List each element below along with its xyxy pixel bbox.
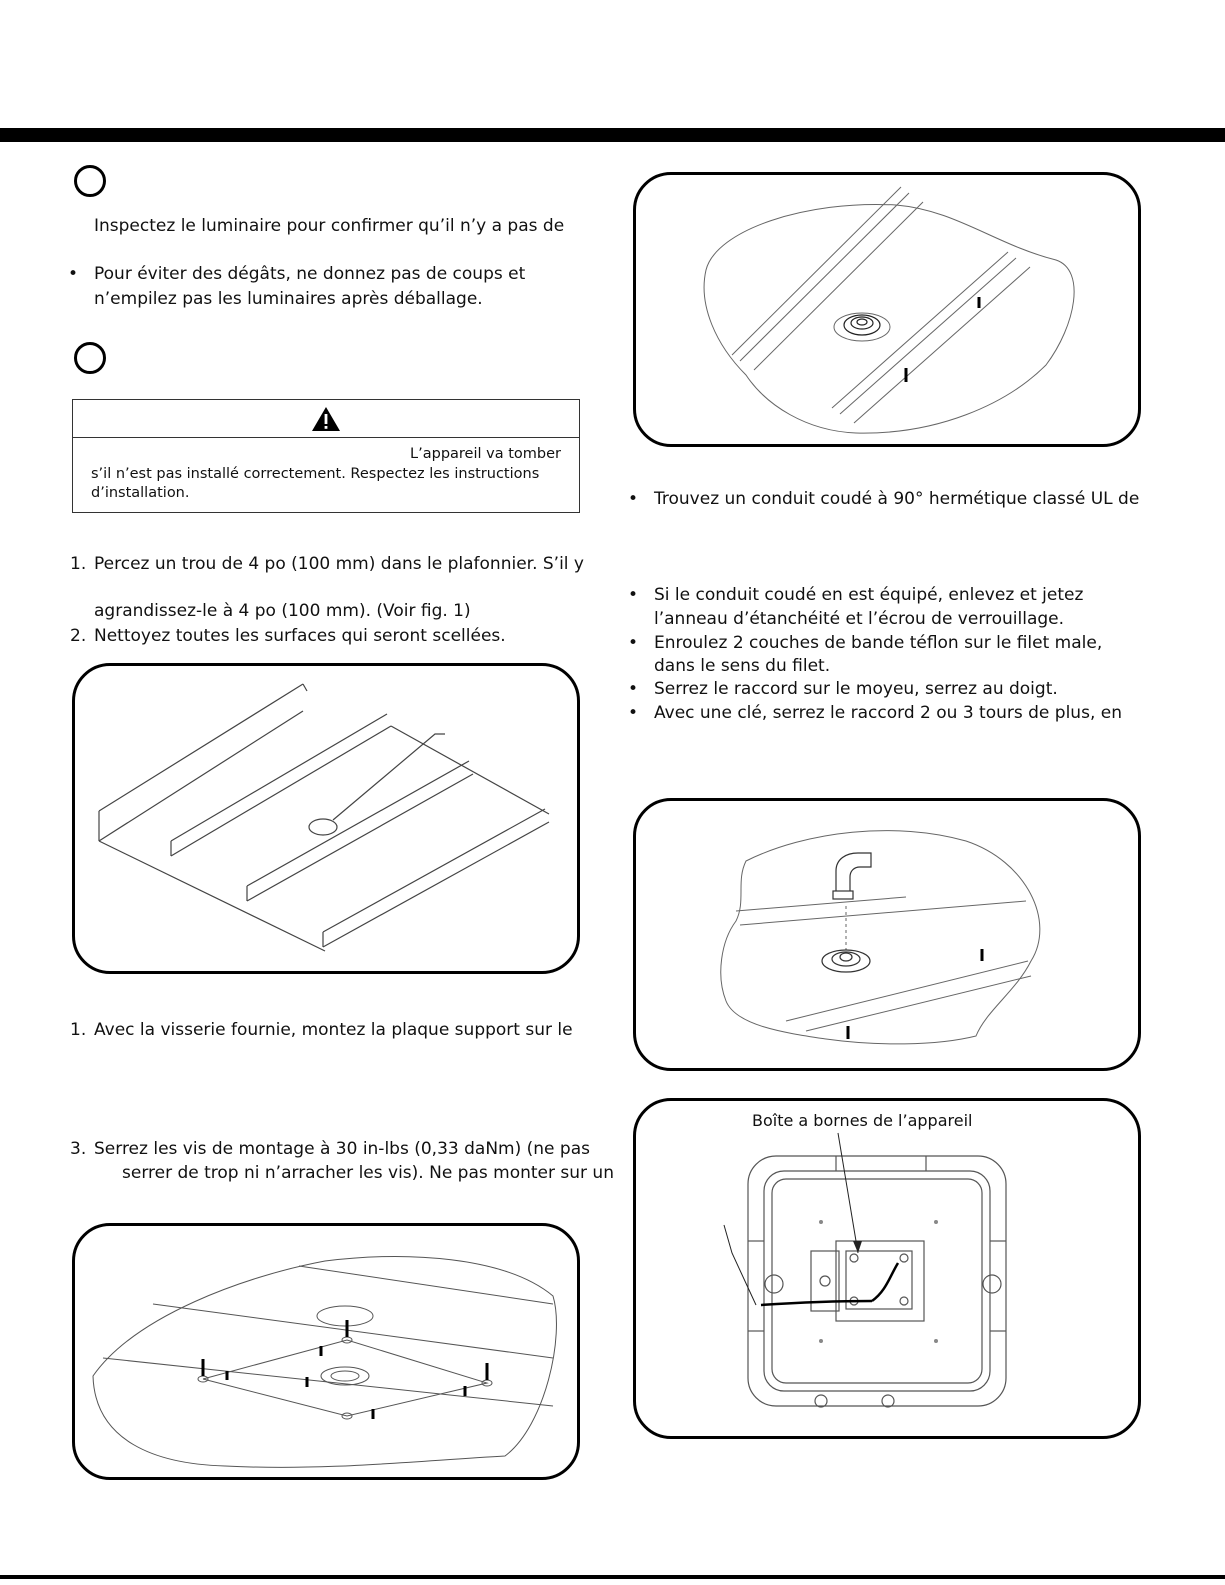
step1-text: Inspectez le luminaire pour confirmer qu’il n’y a pas de <box>94 216 565 236</box>
list-a-item1-number: 1. <box>70 554 87 574</box>
conduit-elbow-drawing <box>636 801 1141 1071</box>
list-a-item1-text: Percez un trou de 4 po (100 mm) dans le plafonnier. S’il y <box>94 554 584 574</box>
terminal-box-drawing <box>636 1101 1141 1439</box>
header-bar <box>0 128 1225 142</box>
step-marker-1 <box>74 165 106 197</box>
right-bullet-b4: • Avec une clé, serrez le raccord 2 ou 3 tours de plus, en <box>654 701 1122 726</box>
footer-line <box>0 1575 1225 1579</box>
right-bullet-b1-line2: l’anneau d’étanchéité et l’écrou de verrouillage. <box>654 609 1065 629</box>
warning-triangle-icon <box>311 406 341 432</box>
ceiling-panel-drawing <box>75 666 580 974</box>
list-b-item3-text: Serrez les vis de montage à 30 in-lbs (0,33 daNm) (ne pas <box>94 1139 590 1159</box>
right-bullet-b3: • Serrez le raccord sur le moyeu, serrez au doigt. <box>654 677 1058 702</box>
right-bullet-b1-line1: • Si le conduit coudé en est équipé, enlevez et jetez <box>654 583 1083 608</box>
list-b-item1-text: Avec la visserie fournie, montez la plaque support sur le <box>94 1020 573 1040</box>
list-b-item1-number: 1. <box>70 1020 87 1040</box>
list-a-item1-line1 <box>70 552 584 577</box>
figure-hub-installed <box>633 172 1141 447</box>
list-b-item1 <box>70 1018 573 1043</box>
warning-text <box>91 445 561 504</box>
figure-terminal-box <box>633 1098 1141 1439</box>
warning-box <box>72 399 580 513</box>
step1-bullet-line2: n’empilez pas les luminaires après déballage. <box>94 289 483 309</box>
list-a-item2-number: 2. <box>70 626 87 646</box>
right-bullet-b2-line1: • Enroulez 2 couches de bande téflon sur le filet male, <box>654 631 1102 656</box>
terminal-box-label: Boîte a bornes de l’appareil <box>752 1111 973 1130</box>
list-b-item3-line1 <box>70 1137 590 1162</box>
warning-line3: d’installation. <box>91 485 190 501</box>
list-b-item3-number: 3. <box>70 1139 87 1159</box>
warning-line2: s’il n’est pas installé correctement. Respectez les instructions <box>91 465 540 482</box>
list-b-item3-line2: serrer de trop ni n’arracher les vis). Ne pas monter sur un <box>122 1163 614 1183</box>
hub-drawing <box>636 175 1141 447</box>
step-marker-2 <box>74 342 106 374</box>
figure-ceiling-hole <box>72 663 580 974</box>
list-a-item1-line2: agrandissez-le à 4 po (100 mm). (Voir fig. 1) <box>94 601 471 621</box>
warning-line1: L’appareil va tomber <box>410 446 561 462</box>
list-a-item2-text: Nettoyez toutes les surfaces qui seront scellées. <box>94 626 506 646</box>
figure-mounting-plate <box>72 1223 580 1480</box>
step1-bullet-line1: • Pour éviter des dégâts, ne donnez pas de coups et <box>94 262 525 287</box>
list-a-item2 <box>70 624 506 649</box>
mounting-plate-drawing <box>75 1226 580 1480</box>
right-bullet-a1: • Trouvez un conduit coudé à 90° hermétique classé UL de <box>654 487 1139 512</box>
figure-conduit-elbow <box>633 798 1141 1071</box>
right-bullet-b2-line2: dans le sens du filet. <box>654 656 831 676</box>
